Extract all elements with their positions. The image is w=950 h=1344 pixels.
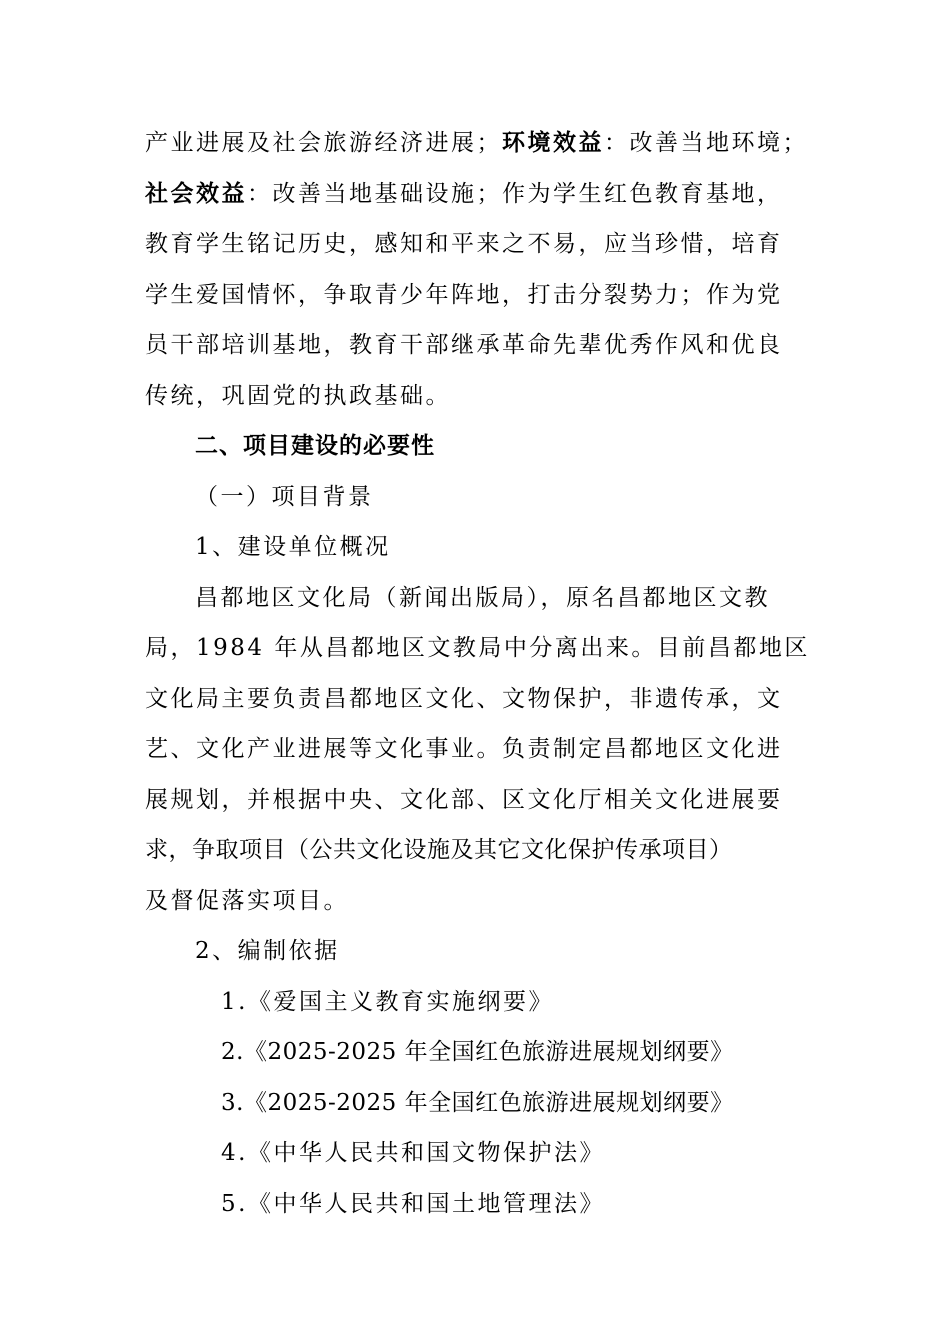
paragraph-line [145,169,817,220]
text-segment: ：改善当地环境； [604,130,808,156]
text-segment: 产业进展及社会旅游经济进展； [145,130,502,156]
bold-term-social-benefit: 社会效益 [145,179,247,207]
list-item: 1.《爱国主义教育实施纲要》 [221,988,554,1015]
paragraph-line: 学生爱国情怀，争取青少年阵地，打击分裂势力；作为党 [145,281,783,308]
section-heading: 二、项目建设的必要性 [195,432,435,459]
bold-term-environmental-benefit: 环境效益 [502,129,604,156]
list-item: 4.《中华人民共和国文物保护法》 [221,1140,605,1166]
paragraph-line: 求，争取项目（公共文化设施及其它文化保护传承项目） [145,837,733,863]
paragraph-line: 昌都地区文化局（新闻出版局），原名昌都地区文教 [195,584,770,611]
paragraph-line [145,118,817,169]
paragraph-line: 文化局主要负责昌都地区文化、文物保护，非遗传承，文 [145,685,783,712]
text-segment: ：改善当地基础设施；作为学生红色教育基地， [247,180,783,207]
subsection-heading: 1、建设单位概况 [195,534,391,560]
paragraph-line: 展规划，并根据中央、文化部、区文化厅相关文化进展要 [145,786,783,813]
list-item: 5.《中华人民共和国土地管理法》 [221,1190,605,1217]
paragraph-line: 传统，巩固党的执政基础。 [145,382,451,409]
document-body [145,118,817,1229]
list-item: 2.《2025-2025 年全国红色旅游进展规划纲要》 [221,1039,734,1065]
paragraph-line: 局，1984 年从昌都地区文教局中分离出来。目前昌都地区 [145,635,810,661]
list-item: 3.《2025-2025 年全国红色旅游进展规划纲要》 [221,1089,734,1116]
paragraph-line: 及督促落实项目。 [145,887,349,914]
subsection-heading: （一）项目背景 [195,483,374,510]
subsection-heading: 2、编制依据 [195,938,340,964]
paragraph-line: 教育学生铭记历史，感知和平来之不易，应当珍惜，培育 [145,231,783,257]
paragraph-line: 员干部培训基地，教育干部继承革命先辈优秀作风和优良 [145,332,783,358]
paragraph-line: 艺、文化产业进展等文化事业。负责制定昌都地区文化进 [145,736,783,762]
